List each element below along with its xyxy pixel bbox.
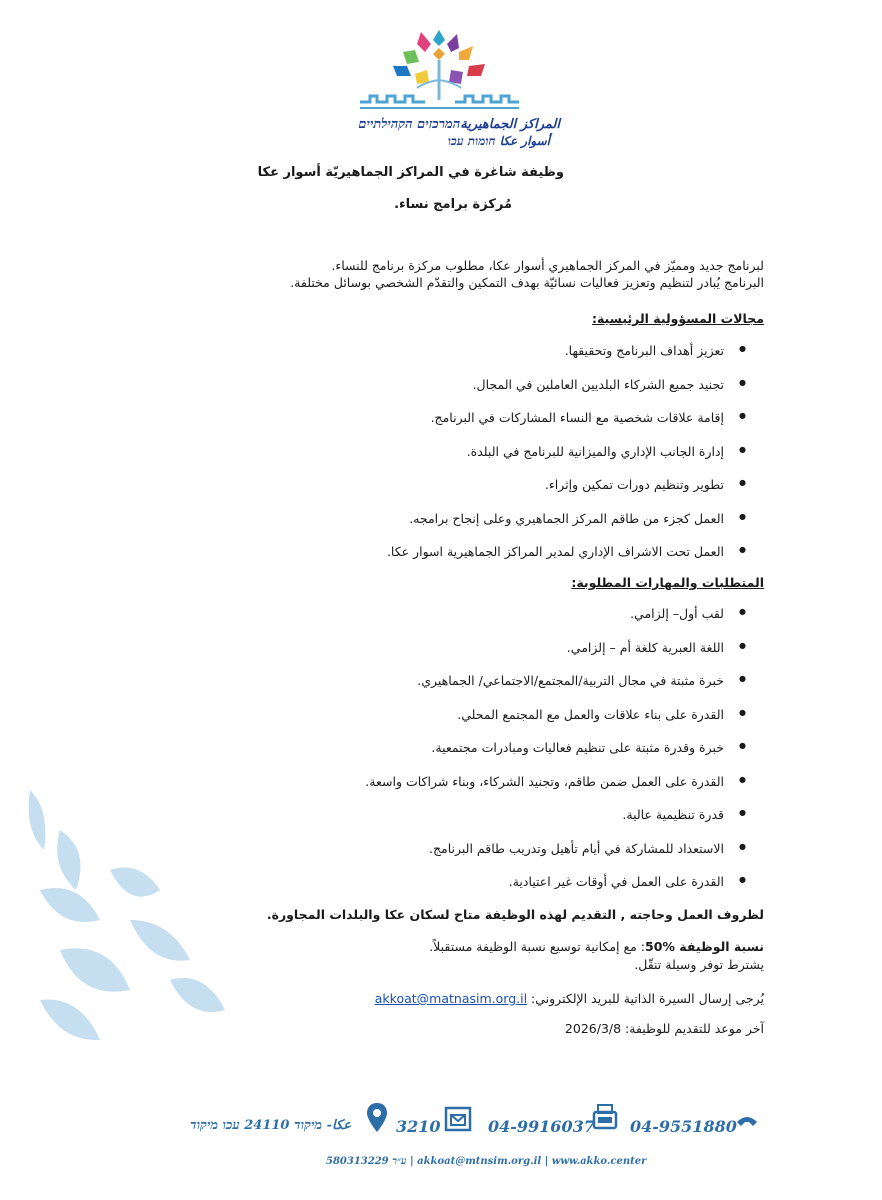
mailbox-icon — [444, 1106, 472, 1132]
fax-number: 04-9916037 — [488, 1117, 595, 1136]
conditions-line: لظروف العمل وحاجته , التقديم لهذه الوظيفة متاح لسكان عكا والبلدات المجاورة. — [266, 907, 764, 922]
location-pin-icon — [366, 1102, 388, 1134]
apply-line — [375, 991, 764, 1006]
list-item: ● الاستعداد للمشاركة في أيام تأهيل وتدريب طاقم البرنامج. — [365, 841, 746, 875]
phone-icon — [733, 1108, 761, 1130]
po-box: 3210 — [396, 1117, 441, 1136]
intro-paragraph — [290, 257, 764, 291]
list-item: ● العمل تحت الاشراف الإداري لمدير المراكز الجماهيرية اسوار عكا. — [387, 544, 746, 578]
list-item: ● تجنيد جميع الشركاء البلديين العاملين في المجال. — [387, 377, 746, 411]
list-item: ● إقامة علاقات شخصية مع النساء المشاركات في البرنامج. — [387, 410, 746, 444]
list-item: ● القدرة على العمل ضمن طاقم، وتجنيد الشركاء، وبناء شراكات واسعة. — [365, 774, 746, 808]
list-item: ● خبرة مثبتة في مجال التربية/المجتمع/الاجتماعي/ الجماهيري. — [365, 673, 746, 707]
job-percentage-note: : مع إمكانية توسيع نسبة الوظيفة مستقبلاً. — [429, 939, 645, 954]
job-percentage — [429, 939, 764, 954]
list-item: ● العمل كجزء من طاقم المركز الجماهيري وعلى إنجاح برامجه. — [387, 511, 746, 545]
logo-text-line1: المراكز الجماهيريةהמרכזים הקהילתיים — [358, 117, 560, 132]
list-item: ● اللغة العبرية كلغة أم – إلزامي. — [365, 640, 746, 674]
logo-flower-icon — [393, 30, 485, 100]
list-item: ● لقب أول– إلزامي. — [365, 606, 746, 640]
apply-text: يُرجى إرسال السيرة الذاتية للبريد الإلكتروني: — [531, 991, 764, 1006]
deadline: آخر موعد للتقديم للوظيفة: 2026/3/8 — [564, 1021, 764, 1036]
transport-requirement: يشترط توفر وسيلة تنقّل. — [634, 957, 764, 972]
list-item: ● القدرة على العمل في أوقات غير اعتيادية. — [365, 874, 746, 908]
list-item: ● تطوير وتنظيم دورات تمكين وإثراء. — [387, 477, 746, 511]
list-item: ● تعزيز أهداف البرنامج وتحقيقها. — [387, 343, 746, 377]
list-item: ● خبرة وقدرة مثبتة على تنظيم فعاليات ومبادرات مجتمعية. — [365, 740, 746, 774]
list-item: ● القدرة على بناء علاقات والعمل مع المجتمع المحلي. — [365, 707, 746, 741]
list-item: ● قدرة تنظيمية عالية. — [365, 807, 746, 841]
footer — [0, 1100, 882, 1180]
page-subtitle: مُركزة برامج نساء. — [394, 197, 512, 212]
email-link[interactable]: akkoat@matnasim.org.il — [374, 991, 528, 1006]
list-item: ● إدارة الجانب الإداري والميزانية للبرنامج في البلدة. — [387, 444, 746, 478]
job-percentage-label: نسبة الوظيفة %50 — [645, 939, 764, 954]
page-title: وظيفة شاغرة في المراكز الجماهيريّة أسوار عكا — [257, 165, 564, 180]
address: عكا- מיקוד 24110 עכו מיקוד — [190, 1118, 351, 1133]
footer-contact-line: 580313229 ע״ר | akkoat@mtnsim.org.il | www.akko.center — [326, 1156, 647, 1167]
intro-line: لبرنامج جديد ومميّز في المركز الجماهيري أسوار عكا، مطلوب مركزة برنامج للنساء. — [331, 258, 764, 273]
logo-text-line2: أسوار عكا חומות עכו — [447, 134, 550, 148]
phone-number: 04-9551880 — [630, 1117, 737, 1136]
requirements-heading: المتطلبات والمهارات المطلوبة: — [571, 575, 764, 590]
responsibilities-list — [387, 343, 746, 578]
responsibilities-heading: مجالات المسؤولية الرئيسية: — [591, 311, 764, 326]
decorative-leaves-icon — [20, 770, 240, 1050]
requirements-list — [365, 606, 746, 908]
intro-line: البرنامج يُبادر لتنظيم وتعزيز فعاليات نسائيّة بهدف التمكين والتقدّم الشخصي بوسائل مختلفة. — [290, 275, 764, 290]
